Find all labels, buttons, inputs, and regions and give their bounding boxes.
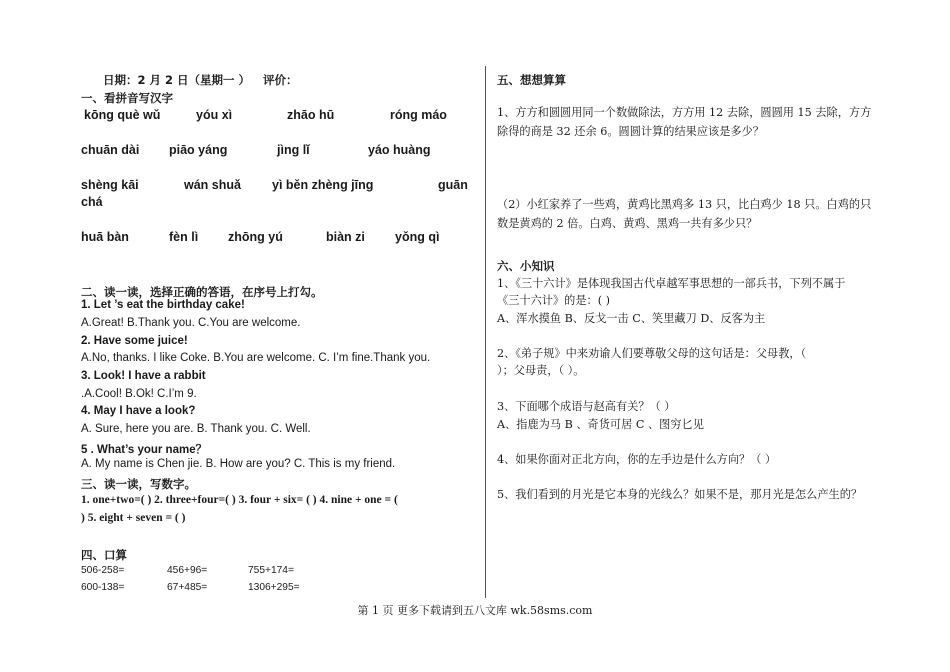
quiz-4[interactable]: 4、如果你面对正北方向，你的左手边是什么方向？（ ） (497, 453, 777, 466)
quiz-1-line2[interactable]: 《三十六计》的是：( ) (497, 294, 610, 307)
calc-item[interactable]: 456+96= (167, 565, 208, 576)
question-1: 1. Let ’s eat the birthday cake! (81, 299, 245, 311)
pinyin-item: zhōng yú (228, 230, 283, 244)
pinyin-item: wán shuǎ (184, 178, 241, 192)
pinyin-item: yóu xì (196, 108, 233, 122)
quiz-3-options[interactable]: A、指鹿为马 B 、奇货可居 C 、图穷匕见 (497, 418, 704, 431)
quiz-1-options[interactable]: A、浑水摸鱼 B、反戈一击 C、笑里藏刀 D、反客为主 (497, 312, 766, 325)
answers-3[interactable]: .A.Cool! B.Ok! C.I’m 9. (81, 388, 197, 400)
comment-label: 评价： (263, 73, 298, 87)
pinyin-item: guān (438, 178, 468, 192)
section4-title: 四、口算 (81, 548, 127, 562)
pinyin-item: róng máo (390, 108, 447, 122)
quiz-3[interactable]: 3、下面哪个成语与赵高有关？（ ） (497, 400, 676, 413)
section3-title: 三、读一读，写数字。 (81, 477, 196, 491)
pinyin-item: yǒng qì (395, 230, 440, 244)
problem-1: 1、方方和圆圆用同一个数做除法，方方用 12 去除，圆圆用 15 去除，方方除得的商是 32 还余 6。圆圆计算的结果应该是多少？ (497, 106, 872, 138)
page-footer: 第 1 页 更多下载请到五八文库 wk.58sms.com (357, 604, 593, 617)
problem-2: （2）小红家养了一些鸡，黄鸡比黑鸡多 13 只，比白鸡少 18 只。白鸡的只数是黄鸡的 2 倍。白鸡、黄鸡、黑鸡一共有多少只？ (497, 198, 872, 230)
calc-item[interactable]: 506-258= (81, 565, 125, 576)
pinyin-item: zhāo hū (287, 108, 335, 122)
answers-5[interactable]: A. My name is Chen jie. B. How are you? C. This is my friend. (81, 458, 396, 470)
pinyin-item: piāo yáng (169, 143, 228, 157)
pinyin-item: shèng kāi (81, 178, 139, 192)
pinyin-item: huā bàn (81, 230, 129, 244)
section1-title: 一、看拼音写汉字 (81, 91, 173, 105)
pinyin-item: chuān dài (81, 143, 140, 157)
section2-title: 二、读一读，选择正确的答语，在序号上打勾。 (81, 285, 323, 299)
calc-item[interactable]: 600-138= (81, 582, 125, 593)
section6-title: 六、小知识 (497, 259, 555, 273)
date-line: 日期：2 月 2 日（星期一 ） (103, 73, 251, 87)
quiz-1-line1: 1、《三十六计》是体现我国古代卓越军事思想的一部兵书，下列不属于 (497, 277, 846, 290)
quiz-5: 5、我们看到的月光是它本身的光线么？如果不是，那月光是怎么产生的？ (497, 488, 863, 501)
question-4: 4. May I have a look? (81, 405, 196, 417)
number-words-line2[interactable]: ) 5. eight + seven = ( ) (81, 512, 186, 524)
question-2: 2. Have some juice! (81, 335, 188, 347)
pinyin-item: chá (81, 195, 103, 209)
calc-item[interactable]: 67+485= (167, 582, 208, 593)
question-3: 3. Look! I have a rabbit (81, 370, 206, 382)
column-divider (485, 66, 486, 598)
section5-title: 五、想想算算 (497, 73, 566, 87)
pinyin-item: kōng què wǔ (84, 108, 161, 122)
calc-item[interactable]: 755+174= (248, 565, 294, 576)
pinyin-item: fèn lì (169, 230, 199, 244)
question-5: 5 . What’s your name？ (81, 444, 208, 456)
pinyin-item: biàn zi (326, 230, 365, 244)
number-words-line1[interactable]: 1. one+two=( ) 2. three+four=( ) 3. four + six= ( ) 4. nine + one = ( (81, 494, 398, 506)
answers-4[interactable]: A. Sure, here you are. B. Thank you. C. Well. (81, 423, 311, 435)
quiz-2-line1[interactable]: 2、《弟子规》中来劝谕人们要尊敬父母的这句话是：父母教，（ (497, 347, 807, 360)
pinyin-item: yáo huàng (368, 143, 431, 157)
quiz-2-line2[interactable]: ）；父母责，（ ）。 (497, 364, 585, 377)
answers-2[interactable]: A.No, thanks. I like Coke. B.You are welcome. C. I’m fine.Thank you. (81, 352, 431, 364)
pinyin-item: yì běn zhèng jīng (272, 178, 374, 192)
answers-1[interactable]: A.Great! B.Thank you. C.You are welcome. (81, 317, 301, 329)
pinyin-item: jìng lǐ (277, 143, 310, 157)
calc-item[interactable]: 1306+295= (248, 582, 300, 593)
